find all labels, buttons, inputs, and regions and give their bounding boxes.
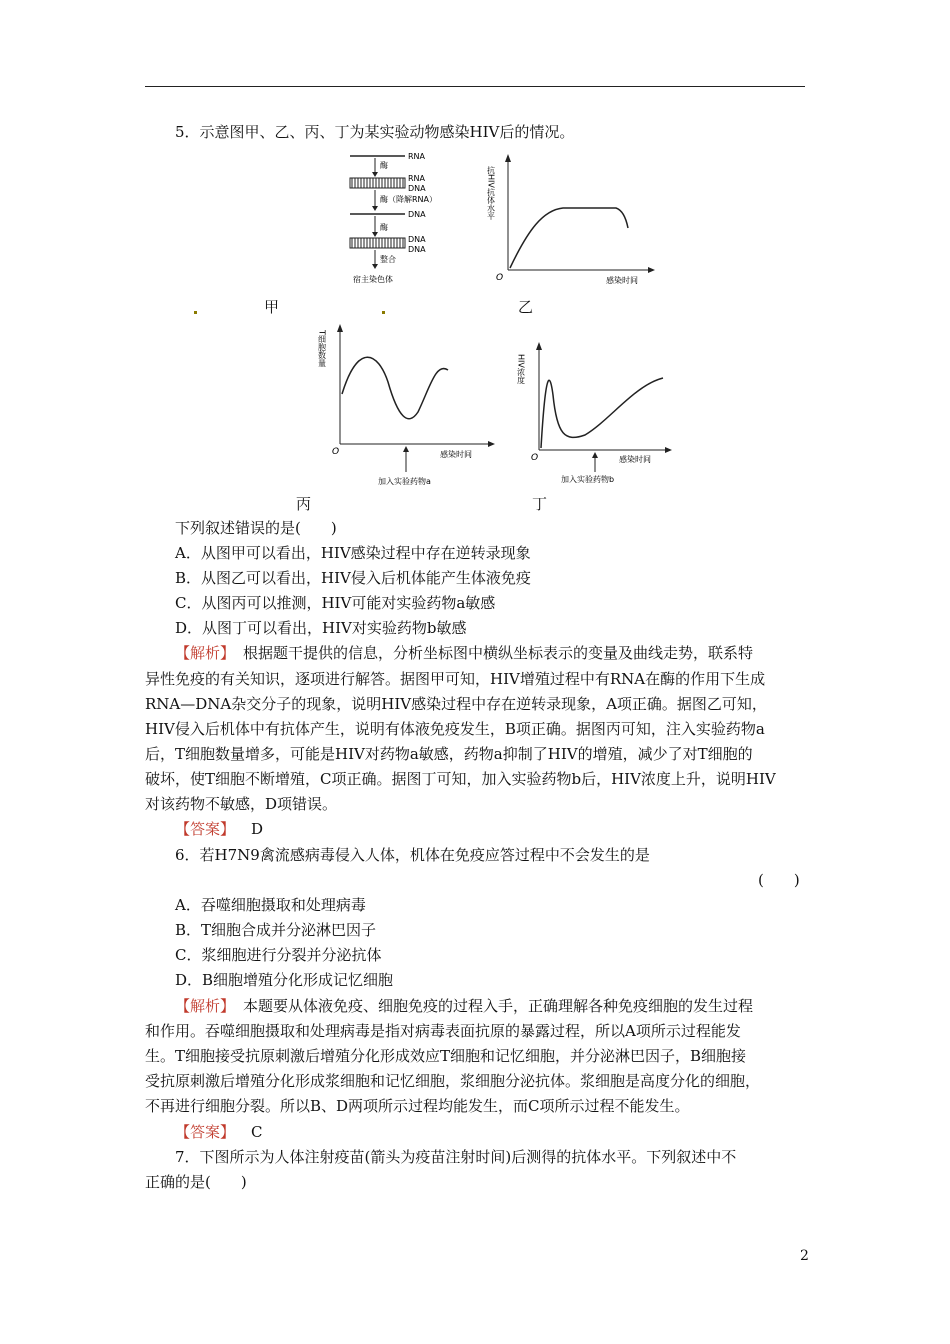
- q5-analysis-line-1: 异性免疫的有关知识，逐项进行解答。据图甲可知，HIV增殖过程中有RNA在酶的作用下生成: [145, 670, 766, 688]
- q6-option-d: D．B细胞增殖分化形成记忆细胞: [175, 971, 394, 989]
- bing-annotation: 加入实验药物a: [378, 477, 431, 486]
- q6-analysis-line-0: 本题要从体液免疫、细胞免疫的过程入手，正确理解各种免疫细胞的发生过程: [243, 997, 754, 1015]
- yi-origin: O: [496, 273, 504, 283]
- yi-curve: [510, 208, 628, 268]
- figure-yi: [488, 150, 658, 290]
- q5-option-d: D．从图丁可以看出，HIV对实验药物b敏感: [175, 619, 467, 637]
- q6-analysis-first: [175, 996, 845, 1016]
- q5-analysis-line-4: 后，T细胞数量增多，可能是HIV对药物a敏感，药物a抑制了HIV的增殖，减少了对T细胞的: [145, 745, 753, 763]
- caption-yi: 乙: [518, 298, 534, 316]
- q6-analysis-tag: 【解析】: [175, 997, 236, 1015]
- figure-bing: [318, 322, 498, 488]
- q5-option-a: A．从图甲可以看出，HIV感染过程中存在逆转录现象: [175, 544, 531, 562]
- page-number: 2: [800, 1248, 809, 1264]
- jia-label-3: DNA: [408, 184, 426, 193]
- ding-ylabel: HIV浓度: [516, 354, 526, 384]
- q6-bracket: ( ): [758, 871, 800, 889]
- q6-option-a: A．吞噬细胞摄取和处理病毒: [175, 896, 366, 914]
- q5-analysis-line-0: 根据题干提供的信息，分析坐标图中横纵坐标表示的变量及曲线走势，联系特: [243, 644, 754, 662]
- ding-xlabel: 感染时间: [619, 455, 651, 464]
- q5-answer-tag: 【答案】: [175, 820, 236, 838]
- q5-analysis-tag: 【解析】: [175, 644, 236, 662]
- q6-option-c: C．浆细胞进行分裂并分泌抗体: [175, 946, 382, 964]
- q6-answer-value: C: [251, 1123, 263, 1141]
- caption-bing: 丙: [296, 495, 312, 513]
- yi-ylabel: 抗HIV抗体水平: [486, 166, 496, 220]
- figure-jia: [345, 148, 475, 288]
- q5-answer: [175, 819, 845, 839]
- q6-analysis-line-2: 生。T细胞接受抗原刺激后增殖分化形成效应T细胞和记忆细胞，并分泌淋巴因子，B细胞接: [145, 1047, 747, 1065]
- stray-dot-1: [194, 311, 197, 314]
- q6-stem: 6．若H7N9禽流感病毒侵入人体，机体在免疫应答过程中不会发生的是: [175, 846, 650, 864]
- q6-answer: [175, 1122, 845, 1142]
- bing-origin: O: [332, 447, 340, 457]
- q5-answer-value: D: [251, 820, 264, 838]
- q5-analysis-line-2: RNA—DNA杂交分子的现象，说明HIV感染过程中存在逆转录现象，A项正确。据图乙可知，: [145, 695, 767, 713]
- ding-curve: [541, 378, 663, 448]
- double-dna: [350, 238, 405, 248]
- q6-answer-tag: 【答案】: [175, 1123, 236, 1141]
- q5-stem: 5．示意图甲、乙、丙、丁为某实验动物感染HIV后的情况。: [175, 123, 575, 141]
- q5-option-c: C．从图丙可以推测，HIV可能对实验药物a敏感: [175, 594, 496, 612]
- q5-option-b: B．从图乙可以看出，HIV侵入后机体能产生体液免疫: [175, 569, 531, 587]
- jia-label-6: 酶: [380, 223, 388, 232]
- q6-analysis-line-1: 和作用。吞噬细胞摄取和处理病毒是指对病毒表面抗原的暴露过程，所以A项所示过程能发: [145, 1022, 741, 1040]
- q6-analysis-line-3: 受抗原刺激后增殖分化形成浆细胞和记忆细胞，浆细胞分泌抗体。浆细胞是高度分化的细胞，: [145, 1072, 761, 1090]
- jia-label-0: RNA: [408, 152, 426, 161]
- bing-curve: [342, 357, 448, 419]
- jia-label-4: 酶（降解RNA）: [380, 195, 438, 204]
- q5-question: 下列叙述错误的是( ): [175, 519, 337, 537]
- q7-line-0: 7．下图所示为人体注射疫苗(箭头为疫苗注射时间)后测得的抗体水平。下列叙述中不: [175, 1148, 737, 1166]
- ding-origin: O: [531, 453, 539, 463]
- stray-dot-2: [382, 311, 385, 314]
- rna-dna-hybrid: [350, 178, 405, 188]
- q6-option-b: B．T细胞合成并分泌淋巴因子: [175, 921, 377, 939]
- jia-label-1: 酶: [380, 161, 388, 170]
- q5-analysis-line-6: 对该药物不敏感，D项错误。: [145, 795, 338, 813]
- jia-label-9: 整合: [380, 255, 396, 264]
- q5-analysis-first: [175, 643, 845, 663]
- q5-analysis-line-5: 破坏，使T细胞不断增殖，C项正确。据图丁可知，加入实验药物b后，HIV浓度上升，说明HIV: [145, 770, 776, 788]
- q7-line-1: 正确的是( ): [145, 1173, 247, 1191]
- figure-ding: [515, 340, 675, 490]
- jia-label-7: DNA: [408, 235, 426, 244]
- jia-label-10: 宿主染色体: [353, 275, 393, 284]
- caption-ding: 丁: [532, 495, 548, 513]
- yi-xlabel: 感染时间: [606, 276, 638, 285]
- jia-label-8: DNA: [408, 245, 426, 254]
- jia-label-2: RNA: [408, 174, 426, 183]
- bing-ylabel: T细胞数量: [317, 330, 327, 367]
- q5-analysis-line-3: HIV侵入后机体中有抗体产生，说明有体液免疫发生，B项正确。据图丙可知，注入实验药物a: [145, 720, 765, 738]
- ding-annotation: 加入实验药物b: [561, 475, 615, 484]
- q6-analysis-line-4: 不再进行细胞分裂。所以B、D两项所示过程均能发生，而C项所示过程不能发生。: [145, 1097, 690, 1115]
- jia-label-5: DNA: [408, 210, 426, 219]
- bing-xlabel: 感染时间: [440, 450, 472, 459]
- caption-jia: 甲: [264, 298, 280, 316]
- header-rule: [145, 86, 805, 87]
